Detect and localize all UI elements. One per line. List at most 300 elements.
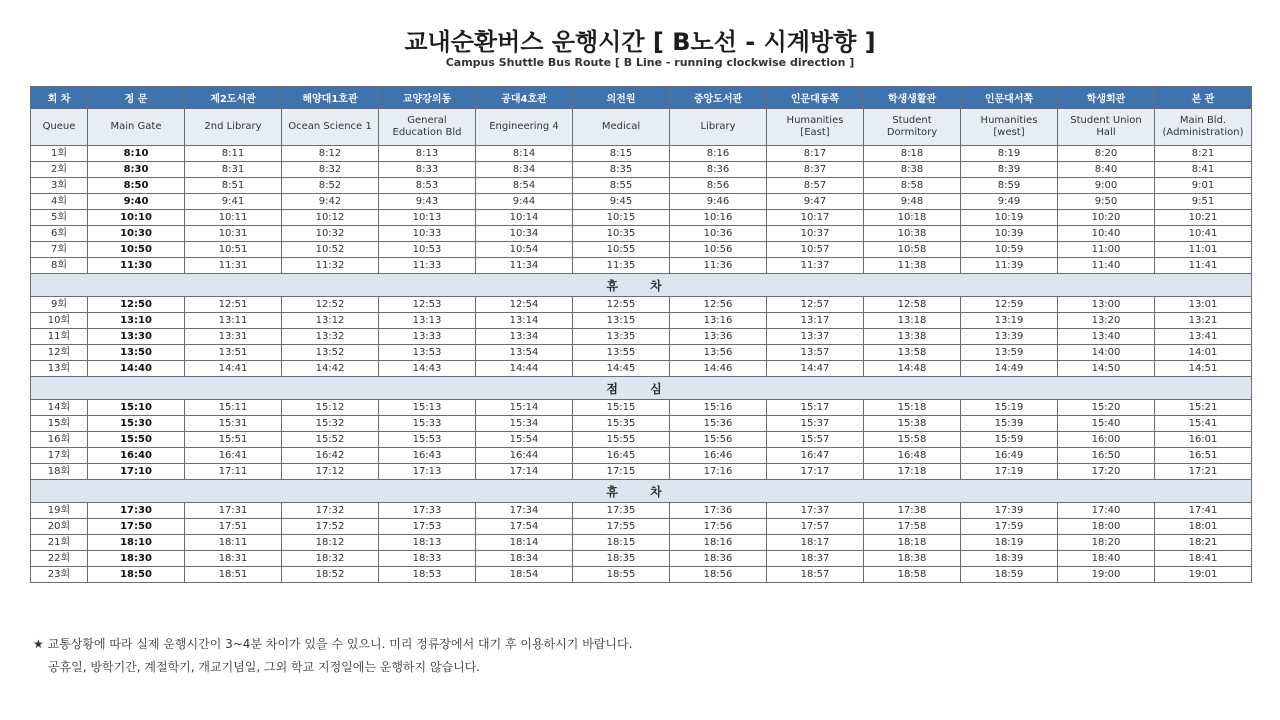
time-cell: 10:36 — [670, 226, 767, 242]
time-cell: 17:10 — [88, 464, 185, 480]
time-cell: 19:01 — [1155, 567, 1252, 583]
time-cell: 15:19 — [961, 400, 1058, 416]
time-cell: 18:17 — [767, 535, 864, 551]
time-cell: 11:35 — [573, 258, 670, 274]
time-cell: 10:20 — [1058, 210, 1155, 226]
time-cell: 18:12 — [282, 535, 379, 551]
time-cell: 13:30 — [88, 329, 185, 345]
time-cell: 8:30 — [88, 162, 185, 178]
time-cell: 16:40 — [88, 448, 185, 464]
time-cell: 11:41 — [1155, 258, 1252, 274]
header-cell-en: 2nd Library — [185, 109, 282, 146]
time-cell: 14:43 — [379, 361, 476, 377]
header-cell-en: Ocean Science 1 — [282, 109, 379, 146]
time-cell: 15:59 — [961, 432, 1058, 448]
header-cell-ko: 정 문 — [88, 87, 185, 109]
time-cell: 15:30 — [88, 416, 185, 432]
time-cell: 15:17 — [767, 400, 864, 416]
time-cell: 10:41 — [1155, 226, 1252, 242]
time-cell: 16:00 — [1058, 432, 1155, 448]
header-cell-ko: 본 관 — [1155, 87, 1252, 109]
table-row — [31, 313, 1252, 329]
time-cell: 9:51 — [1155, 194, 1252, 210]
header-cell-ko: 중앙도서관 — [670, 87, 767, 109]
time-cell: 10:16 — [670, 210, 767, 226]
table-row — [31, 226, 1252, 242]
header-cell-en: Library — [670, 109, 767, 146]
time-cell: 11:31 — [185, 258, 282, 274]
time-cell: 13:55 — [573, 345, 670, 361]
time-cell: 13:58 — [864, 345, 961, 361]
table-row — [31, 464, 1252, 480]
header-row-english — [31, 109, 1252, 146]
time-cell: 13:21 — [1155, 313, 1252, 329]
time-cell: 10:57 — [767, 242, 864, 258]
time-cell: 13:51 — [185, 345, 282, 361]
time-cell: 15:15 — [573, 400, 670, 416]
time-cell: 18:38 — [864, 551, 961, 567]
time-cell: 14:40 — [88, 361, 185, 377]
queue-cell: 16회 — [31, 432, 88, 448]
time-cell: 14:45 — [573, 361, 670, 377]
time-cell: 10:53 — [379, 242, 476, 258]
queue-cell: 15회 — [31, 416, 88, 432]
time-cell: 18:59 — [961, 567, 1058, 583]
time-cell: 14:41 — [185, 361, 282, 377]
time-cell: 18:35 — [573, 551, 670, 567]
time-cell: 8:55 — [573, 178, 670, 194]
time-cell: 10:51 — [185, 242, 282, 258]
time-cell: 12:51 — [185, 297, 282, 313]
time-cell: 17:38 — [864, 503, 961, 519]
time-cell: 13:15 — [573, 313, 670, 329]
table-row — [31, 400, 1252, 416]
time-cell: 18:18 — [864, 535, 961, 551]
time-cell: 17:20 — [1058, 464, 1155, 480]
time-cell: 15:40 — [1058, 416, 1155, 432]
time-cell: 18:54 — [476, 567, 573, 583]
time-cell: 15:39 — [961, 416, 1058, 432]
time-cell: 8:40 — [1058, 162, 1155, 178]
queue-cell: 7회 — [31, 242, 88, 258]
time-cell: 8:53 — [379, 178, 476, 194]
queue-cell: 8회 — [31, 258, 88, 274]
time-cell: 8:18 — [864, 146, 961, 162]
queue-cell: 10회 — [31, 313, 88, 329]
time-cell: 13:52 — [282, 345, 379, 361]
header-cell-en: Main Bld. (Administration) — [1155, 109, 1252, 146]
time-cell: 14:51 — [1155, 361, 1252, 377]
time-cell: 10:10 — [88, 210, 185, 226]
time-cell: 18:15 — [573, 535, 670, 551]
time-cell: 18:40 — [1058, 551, 1155, 567]
queue-cell: 21회 — [31, 535, 88, 551]
time-cell: 9:43 — [379, 194, 476, 210]
header-cell-en: Main Gate — [88, 109, 185, 146]
time-cell: 17:32 — [282, 503, 379, 519]
time-cell: 18:39 — [961, 551, 1058, 567]
timetable-body — [31, 146, 1252, 583]
table-row — [31, 329, 1252, 345]
queue-cell: 5회 — [31, 210, 88, 226]
time-cell: 13:40 — [1058, 329, 1155, 345]
time-cell: 18:33 — [379, 551, 476, 567]
time-cell: 15:36 — [670, 416, 767, 432]
time-cell: 8:41 — [1155, 162, 1252, 178]
time-cell: 14:00 — [1058, 345, 1155, 361]
queue-cell: 18회 — [31, 464, 88, 480]
time-cell: 8:37 — [767, 162, 864, 178]
time-cell: 19:00 — [1058, 567, 1155, 583]
table-row — [31, 416, 1252, 432]
time-cell: 15:18 — [864, 400, 961, 416]
time-cell: 16:41 — [185, 448, 282, 464]
break-label: 휴 차 — [31, 480, 1252, 503]
time-cell: 15:50 — [88, 432, 185, 448]
time-cell: 9:40 — [88, 194, 185, 210]
time-cell: 15:52 — [282, 432, 379, 448]
time-cell: 17:30 — [88, 503, 185, 519]
time-cell: 17:13 — [379, 464, 476, 480]
table-row — [31, 551, 1252, 567]
header-cell-ko: 제2도서관 — [185, 87, 282, 109]
break-row — [31, 377, 1252, 400]
time-cell: 15:21 — [1155, 400, 1252, 416]
time-cell: 10:52 — [282, 242, 379, 258]
time-cell: 8:34 — [476, 162, 573, 178]
time-cell: 10:58 — [864, 242, 961, 258]
time-cell: 16:44 — [476, 448, 573, 464]
queue-cell: 2회 — [31, 162, 88, 178]
time-cell: 15:58 — [864, 432, 961, 448]
time-cell: 10:39 — [961, 226, 1058, 242]
time-cell: 13:19 — [961, 313, 1058, 329]
header-cell-en: General Education Bld — [379, 109, 476, 146]
time-cell: 13:36 — [670, 329, 767, 345]
time-cell: 15:31 — [185, 416, 282, 432]
time-cell: 15:56 — [670, 432, 767, 448]
time-cell: 17:36 — [670, 503, 767, 519]
time-cell: 16:51 — [1155, 448, 1252, 464]
time-cell: 15:14 — [476, 400, 573, 416]
time-cell: 17:35 — [573, 503, 670, 519]
time-cell: 18:00 — [1058, 519, 1155, 535]
table-row — [31, 432, 1252, 448]
time-cell: 9:41 — [185, 194, 282, 210]
time-cell: 8:20 — [1058, 146, 1155, 162]
time-cell: 14:48 — [864, 361, 961, 377]
table-row — [31, 361, 1252, 377]
time-cell: 13:56 — [670, 345, 767, 361]
time-cell: 13:41 — [1155, 329, 1252, 345]
time-cell: 13:53 — [379, 345, 476, 361]
header-cell-en: Humanities [west] — [961, 109, 1058, 146]
time-cell: 10:18 — [864, 210, 961, 226]
time-cell: 17:56 — [670, 519, 767, 535]
time-cell: 15:34 — [476, 416, 573, 432]
time-cell: 18:50 — [88, 567, 185, 583]
time-cell: 8:11 — [185, 146, 282, 162]
time-cell: 17:19 — [961, 464, 1058, 480]
time-cell: 17:14 — [476, 464, 573, 480]
time-cell: 8:35 — [573, 162, 670, 178]
time-cell: 15:12 — [282, 400, 379, 416]
time-cell: 18:36 — [670, 551, 767, 567]
time-cell: 18:51 — [185, 567, 282, 583]
time-cell: 17:34 — [476, 503, 573, 519]
time-cell: 13:38 — [864, 329, 961, 345]
time-cell: 10:13 — [379, 210, 476, 226]
table-row — [31, 345, 1252, 361]
header-cell-en: Humanities [East] — [767, 109, 864, 146]
header-cell-ko: 인문대서쪽 — [961, 87, 1058, 109]
table-row — [31, 178, 1252, 194]
time-cell: 17:57 — [767, 519, 864, 535]
page-subtitle: Campus Shuttle Bus Route [ B Line - running clockwise direction ] — [445, 56, 855, 69]
time-cell: 11:00 — [1058, 242, 1155, 258]
queue-cell: 11회 — [31, 329, 88, 345]
time-cell: 15:55 — [573, 432, 670, 448]
time-cell: 15:57 — [767, 432, 864, 448]
table-row — [31, 162, 1252, 178]
time-cell: 13:16 — [670, 313, 767, 329]
time-cell: 8:31 — [185, 162, 282, 178]
time-cell: 18:53 — [379, 567, 476, 583]
time-cell: 10:33 — [379, 226, 476, 242]
time-cell: 17:39 — [961, 503, 1058, 519]
time-cell: 12:57 — [767, 297, 864, 313]
time-cell: 15:54 — [476, 432, 573, 448]
timetable — [30, 86, 1252, 583]
time-cell: 14:50 — [1058, 361, 1155, 377]
time-cell: 18:55 — [573, 567, 670, 583]
time-cell: 18:34 — [476, 551, 573, 567]
time-cell: 13:10 — [88, 313, 185, 329]
time-cell: 16:46 — [670, 448, 767, 464]
queue-cell: 17회 — [31, 448, 88, 464]
time-cell: 11:32 — [282, 258, 379, 274]
header-cell-ko: 교양강의동 — [379, 87, 476, 109]
time-cell: 8:36 — [670, 162, 767, 178]
time-cell: 8:21 — [1155, 146, 1252, 162]
time-cell: 17:50 — [88, 519, 185, 535]
time-cell: 17:41 — [1155, 503, 1252, 519]
time-cell: 9:44 — [476, 194, 573, 210]
time-cell: 8:51 — [185, 178, 282, 194]
time-cell: 13:35 — [573, 329, 670, 345]
time-cell: 13:39 — [961, 329, 1058, 345]
header-cell-ko: 의전원 — [573, 87, 670, 109]
queue-cell: 20회 — [31, 519, 88, 535]
header-row-korean — [31, 87, 1252, 109]
time-cell: 12:58 — [864, 297, 961, 313]
time-cell: 17:15 — [573, 464, 670, 480]
time-cell: 9:47 — [767, 194, 864, 210]
time-cell: 18:57 — [767, 567, 864, 583]
time-cell: 10:31 — [185, 226, 282, 242]
time-cell: 10:21 — [1155, 210, 1252, 226]
time-cell: 18:11 — [185, 535, 282, 551]
time-cell: 18:21 — [1155, 535, 1252, 551]
time-cell: 13:32 — [282, 329, 379, 345]
time-cell: 10:34 — [476, 226, 573, 242]
time-cell: 8:15 — [573, 146, 670, 162]
queue-cell: 6회 — [31, 226, 88, 242]
time-cell: 14:49 — [961, 361, 1058, 377]
queue-cell: 4회 — [31, 194, 88, 210]
time-cell: 13:34 — [476, 329, 573, 345]
time-cell: 13:14 — [476, 313, 573, 329]
queue-cell: 9회 — [31, 297, 88, 313]
time-cell: 14:01 — [1155, 345, 1252, 361]
time-cell: 8:56 — [670, 178, 767, 194]
time-cell: 10:12 — [282, 210, 379, 226]
table-row — [31, 503, 1252, 519]
time-cell: 8:52 — [282, 178, 379, 194]
time-cell: 11:33 — [379, 258, 476, 274]
time-cell: 8:38 — [864, 162, 961, 178]
table-row — [31, 242, 1252, 258]
time-cell: 8:59 — [961, 178, 1058, 194]
time-cell: 16:45 — [573, 448, 670, 464]
queue-cell: 23회 — [31, 567, 88, 583]
time-cell: 15:16 — [670, 400, 767, 416]
time-cell: 18:32 — [282, 551, 379, 567]
time-cell: 10:55 — [573, 242, 670, 258]
table-row — [31, 210, 1252, 226]
time-cell: 17:33 — [379, 503, 476, 519]
time-cell: 10:40 — [1058, 226, 1155, 242]
queue-cell: 13회 — [31, 361, 88, 377]
time-cell: 8:12 — [282, 146, 379, 162]
time-cell: 13:20 — [1058, 313, 1155, 329]
time-cell: 17:11 — [185, 464, 282, 480]
header-cell-ko: 해양대1호관 — [282, 87, 379, 109]
time-cell: 17:12 — [282, 464, 379, 480]
time-cell: 11:40 — [1058, 258, 1155, 274]
time-cell: 16:01 — [1155, 432, 1252, 448]
time-cell: 13:33 — [379, 329, 476, 345]
time-cell: 17:55 — [573, 519, 670, 535]
time-cell: 18:16 — [670, 535, 767, 551]
time-cell: 10:14 — [476, 210, 573, 226]
time-cell: 15:32 — [282, 416, 379, 432]
time-cell: 17:31 — [185, 503, 282, 519]
time-cell: 8:33 — [379, 162, 476, 178]
time-cell: 10:17 — [767, 210, 864, 226]
queue-cell: 1회 — [31, 146, 88, 162]
time-cell: 13:12 — [282, 313, 379, 329]
queue-cell: 12회 — [31, 345, 88, 361]
time-cell: 16:50 — [1058, 448, 1155, 464]
time-cell: 17:16 — [670, 464, 767, 480]
header-cell-en: Engineering 4 — [476, 109, 573, 146]
time-cell: 11:01 — [1155, 242, 1252, 258]
table-row — [31, 194, 1252, 210]
time-cell: 18:13 — [379, 535, 476, 551]
time-cell: 8:39 — [961, 162, 1058, 178]
time-cell: 9:45 — [573, 194, 670, 210]
time-cell: 10:59 — [961, 242, 1058, 258]
time-cell: 9:49 — [961, 194, 1058, 210]
time-cell: 8:17 — [767, 146, 864, 162]
time-cell: 15:20 — [1058, 400, 1155, 416]
time-cell: 15:37 — [767, 416, 864, 432]
time-cell: 18:37 — [767, 551, 864, 567]
header-cell-ko: 인문대동쪽 — [767, 87, 864, 109]
time-cell: 8:16 — [670, 146, 767, 162]
time-cell: 11:30 — [88, 258, 185, 274]
time-cell: 10:11 — [185, 210, 282, 226]
time-cell: 8:13 — [379, 146, 476, 162]
time-cell: 11:39 — [961, 258, 1058, 274]
time-cell: 14:44 — [476, 361, 573, 377]
time-cell: 18:58 — [864, 567, 961, 583]
time-cell: 12:56 — [670, 297, 767, 313]
time-cell: 9:00 — [1058, 178, 1155, 194]
note-line-2: 공휴일, 방학기간, 계절학기, 개교기념일, 그외 학교 지정일에는 운행하지 않습니다. — [48, 660, 481, 674]
time-cell: 13:50 — [88, 345, 185, 361]
header-cell-en: Medical — [573, 109, 670, 146]
time-cell: 13:18 — [864, 313, 961, 329]
header-cell-ko: 학생회관 — [1058, 87, 1155, 109]
break-row — [31, 274, 1252, 297]
time-cell: 12:53 — [379, 297, 476, 313]
time-cell: 10:15 — [573, 210, 670, 226]
time-cell: 18:31 — [185, 551, 282, 567]
time-cell: 13:37 — [767, 329, 864, 345]
time-cell: 13:17 — [767, 313, 864, 329]
note-line-1: ★ 교통상황에 따라 실제 운행시간이 3~4분 차이가 있을 수 있으니. 미리 정류장에서 대기 후 이용하시기 바랍니다. — [33, 637, 633, 651]
header-cell-en: Student Dormitory — [864, 109, 961, 146]
time-cell: 18:52 — [282, 567, 379, 583]
time-cell: 13:01 — [1155, 297, 1252, 313]
table-row — [31, 297, 1252, 313]
time-cell: 9:48 — [864, 194, 961, 210]
time-cell: 8:57 — [767, 178, 864, 194]
time-cell: 10:50 — [88, 242, 185, 258]
time-cell: 16:43 — [379, 448, 476, 464]
time-cell: 18:20 — [1058, 535, 1155, 551]
time-cell: 8:50 — [88, 178, 185, 194]
time-cell: 9:50 — [1058, 194, 1155, 210]
time-cell: 10:37 — [767, 226, 864, 242]
time-cell: 17:21 — [1155, 464, 1252, 480]
time-cell: 11:37 — [767, 258, 864, 274]
table-row — [31, 448, 1252, 464]
time-cell: 15:10 — [88, 400, 185, 416]
time-cell: 10:38 — [864, 226, 961, 242]
time-cell: 8:19 — [961, 146, 1058, 162]
time-cell: 16:48 — [864, 448, 961, 464]
time-cell: 8:32 — [282, 162, 379, 178]
time-cell: 9:01 — [1155, 178, 1252, 194]
time-cell: 17:58 — [864, 519, 961, 535]
queue-cell: 22회 — [31, 551, 88, 567]
time-cell: 12:52 — [282, 297, 379, 313]
queue-cell: 19회 — [31, 503, 88, 519]
time-cell: 13:00 — [1058, 297, 1155, 313]
time-cell: 16:49 — [961, 448, 1058, 464]
time-cell: 18:14 — [476, 535, 573, 551]
time-cell: 12:50 — [88, 297, 185, 313]
time-cell: 10:30 — [88, 226, 185, 242]
time-cell: 8:14 — [476, 146, 573, 162]
time-cell: 17:51 — [185, 519, 282, 535]
time-cell: 15:13 — [379, 400, 476, 416]
time-cell: 13:54 — [476, 345, 573, 361]
time-cell: 12:54 — [476, 297, 573, 313]
